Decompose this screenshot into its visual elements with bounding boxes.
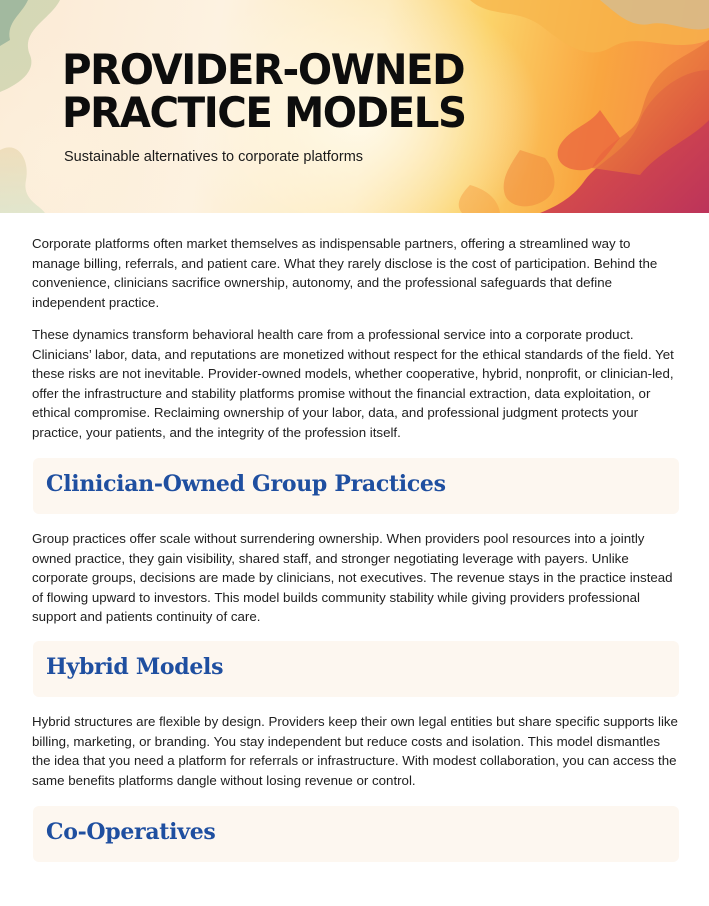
section-body-hybrid: Hybrid structures are flexible by design. Providers keep their own legal entities but share specific supports like billing, marketing, or branding. You stay independent but reduce costs and isolation. This model dismantles the idea that you need a platform for referrals or infrastructure. With modest collaboration, you can access the same benefits platforms dangle without losing revenue or control. [32, 714, 678, 788]
intro-paragraph-2: These dynamics transform behavioral health care from a professional service into a corporate product. Clinicians’ labor, data, and reputations are monetized without respect for the ethical standards of the field. Yet these risks are not inevitable. Provider-owned models, whether cooperative, hybrid, nonprofit, or clinician-led, offer the infrastructure and stability platforms promise without the financial extraction, data exploitation, or ethical compromise. Reclaiming ownership of your labor, data, and professional judgment protects your practice, your patients, and the integrity of the profession itself. [32, 327, 674, 440]
hero-banner [0, 0, 709, 213]
section-header-clinician-owned [33, 458, 679, 514]
section-heading: Clinician-Owned Group Practices [46, 471, 446, 497]
section-header-hybrid [33, 641, 679, 697]
section-header-co-operatives [33, 806, 679, 862]
section-body-clinician-owned: Group practices offer scale without surrendering ownership. When providers pool resources into a jointly owned practice, they gain visibility, shared staff, and stronger negotiating leverage with payers. Unlike corporate groups, decisions are made by clinicians, not executives. The revenue stays in the practice instead of flowing upward to investors. This model builds community stability while giving providers professional support and patients continuity of care. [32, 531, 673, 625]
page-title: PROVIDER-OWNED PRACTICE MODELS [62, 45, 466, 137]
section-heading: Co-Operatives [46, 819, 216, 845]
section-heading: Hybrid Models [46, 654, 224, 680]
intro-paragraph-1: Corporate platforms often market themselves as indispensable partners, offering a streamlined way to manage billing, referrals, and patient care. What they rarely disclose is the cost of participation. Behind the convenience, clinicians sacrifice ownership, autonomy, and the professional safeguards that define independent practice. [32, 236, 658, 310]
page-subtitle: Sustainable alternatives to corporate platforms [64, 149, 364, 165]
